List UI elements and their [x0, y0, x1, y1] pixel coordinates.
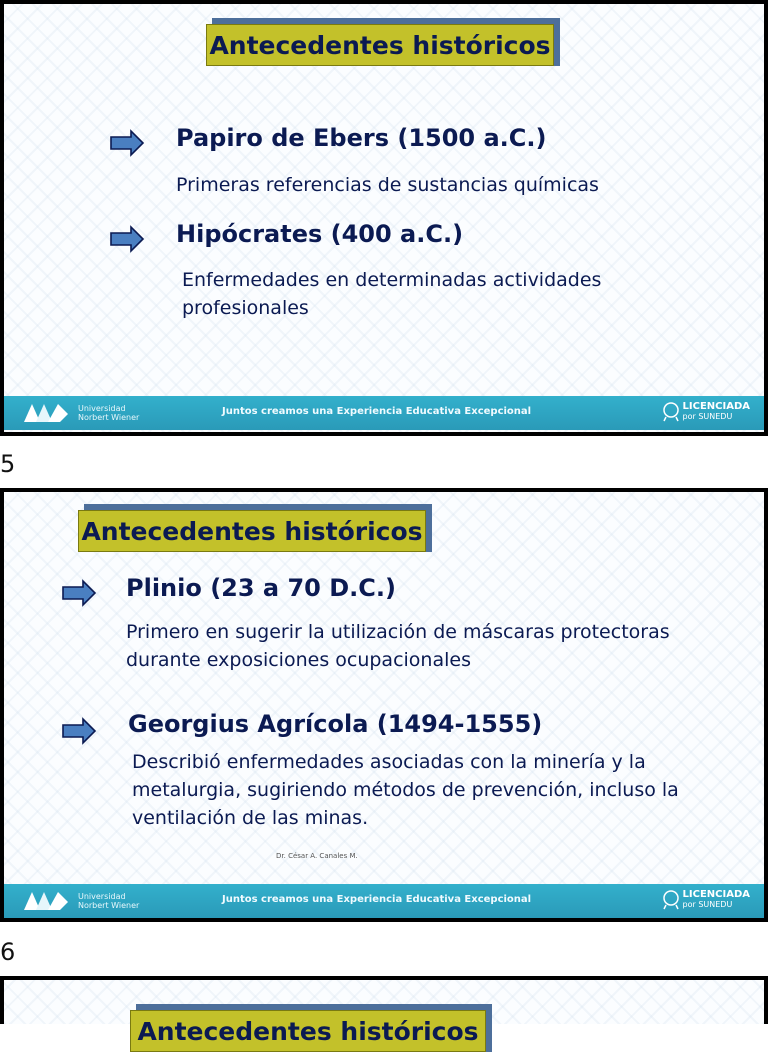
license-badge: [662, 890, 750, 910]
sunedu-seal-icon: [662, 890, 680, 910]
slide-title: Antecedentes históricos: [78, 510, 426, 552]
sunedu-seal-icon: [662, 402, 680, 422]
license-title: LICENCIADA: [682, 401, 750, 412]
slide-2: [0, 488, 768, 922]
footer-slogan: Juntos creamos una Experiencia Educativa Excepcional: [222, 894, 532, 905]
license-badge: [662, 402, 750, 422]
slide-1: [0, 0, 768, 436]
item-heading: Papiro de Ebers (1500 a.C.): [176, 124, 547, 152]
right-arrow-icon: [110, 226, 144, 252]
item-text: Enfermedades en determinadas actividades profesionales: [182, 269, 602, 319]
item-heading: Georgius Agrícola (1494-1555): [128, 710, 543, 738]
right-arrow-icon: [62, 580, 96, 606]
slide-footer: [4, 884, 764, 918]
university-logo-icon: [22, 890, 72, 912]
university-logo: [22, 890, 148, 912]
license-title: LICENCIADA: [682, 889, 750, 900]
footer-slogan: Juntos creamos una Experiencia Educativa Excepcional: [222, 406, 532, 417]
page-number: 5: [0, 450, 16, 478]
item-text: Describió enfermedades asociadas con la minería y la metalurgia, sugiriendo métodos de prevención, incluso la ventilación de las minas.: [132, 751, 679, 829]
slide-3: [0, 976, 768, 1046]
page-number: 6: [0, 938, 16, 966]
university-logo: [22, 402, 148, 424]
university-logo-icon: [22, 402, 72, 424]
item-heading: Plinio (23 a 70 D.C.): [126, 574, 396, 602]
right-arrow-icon: [62, 718, 96, 744]
license-subtitle: por SUNEDU: [682, 900, 733, 909]
license-subtitle: por SUNEDU: [682, 412, 733, 421]
slide-title: Antecedentes históricos: [130, 1010, 486, 1052]
slide-footer: [4, 396, 764, 430]
author-credit: Dr. César A. Canales M.: [276, 852, 358, 860]
item-text: Primeras referencias de sustancias químicas: [176, 174, 599, 196]
university-name: Universidad Norbert Wiener: [78, 404, 140, 422]
item-heading: Hipócrates (400 a.C.): [176, 220, 464, 248]
item-text: Primero en sugerir la utilización de máscaras protectoras durante exposiciones ocupacionales: [126, 621, 670, 671]
university-name: Universidad Norbert Wiener: [78, 892, 140, 910]
slide-title: Antecedentes históricos: [206, 24, 554, 66]
right-arrow-icon: [110, 130, 144, 156]
